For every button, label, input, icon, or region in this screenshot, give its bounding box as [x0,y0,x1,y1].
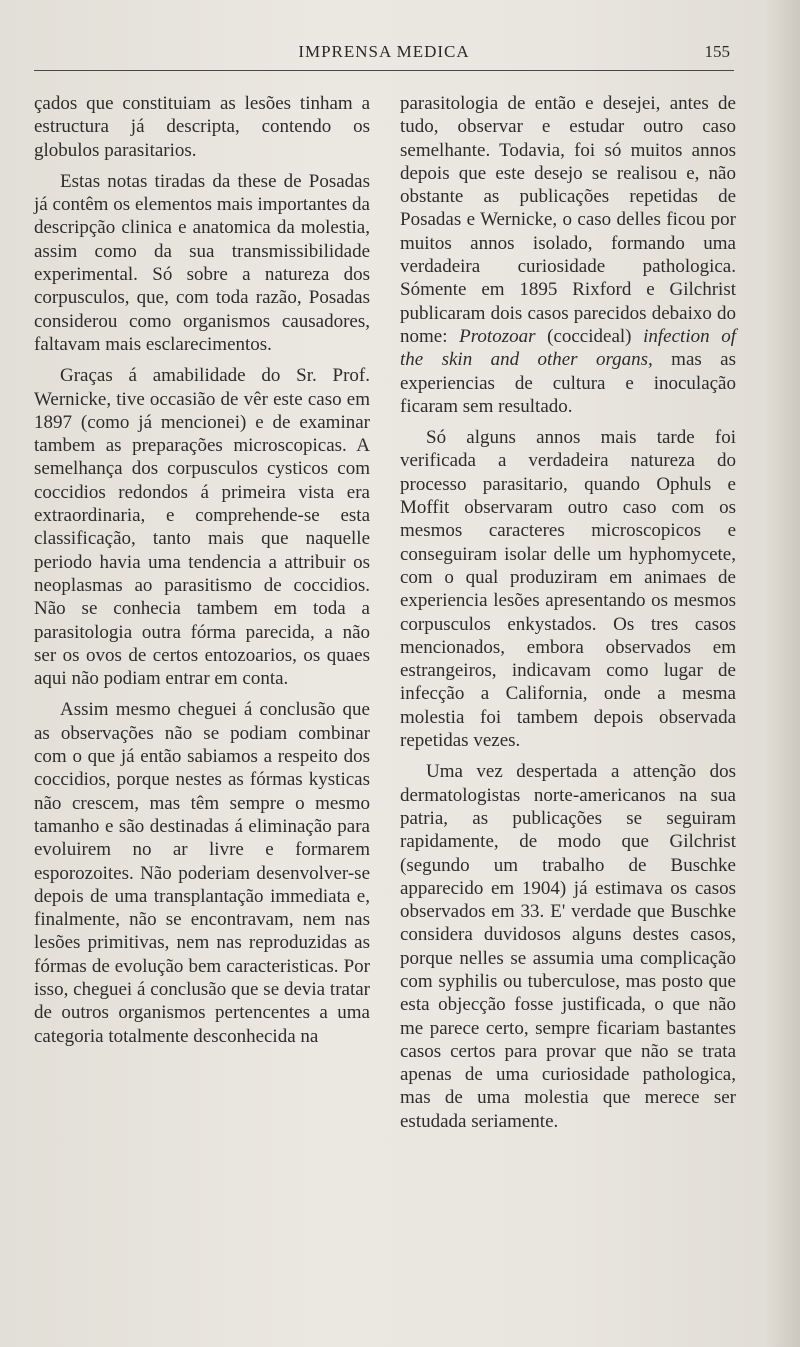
paragraph: Graças á amabilidade do Sr. Prof. Wernicke, tive occasião de vêr este caso em 1897 (como já mencionei) e de examinar tambem as preparações microscopicas. A semelhança dos corpusculos cysticos com coccidios redondos á primeira vista era extraordinaria, e comprehende-se esta classificação, tanto mais que naquelle periodo havia uma tendencia a attribuir os neoplasmas ao parasitismo de coccidios. Não se conhecia tambem em toda a parasitologia outra fórma parecida, a não ser os ovos de certos entozoarios, os quaes aqui não podiam entrar em conta. [34,365,370,690]
paragraph: Só alguns annos mais tarde foi verificada a verdadeira natureza do processo parasitario, quando Ophuls e Moffit observaram outro caso com os mesmos caracteres microscopicos e conseguiram isolar delle um hyphomycete, com o qual produziram em animaes de experiencia lesões apresentando os mesmos corpusculos enkystados. Os tres casos mencionados, embora observados em estrangeiros, indicavam como lugar de infecção a California, onde a mesma molestia foi tambem depois observada repetidas vezes. [400,427,736,752]
page-edge-shadow [766,0,800,1347]
page-header [34,42,734,71]
paragraph: Assim mesmo cheguei á conclusão que as observações não se podiam combinar com o que já então sabiamos a respeito dos coccidios, porque nestes as fórmas kysticas não crescem, mas têm sempre o mesmo tamanho e são destinadas á eliminação para evoluirem no ar livre e formarem esporozoites. Não poderiam desenvolver-se depois de uma transplantação immediata e, finalmente, não se encontravam, nem nas lesões primitivas, nem nas reproduzidas as fórmas de evolução bem caracteristicas. Por isso, cheguei á conclusão que se devia tratar de outros organismos pertencentes a uma categoria totalmente desconhecida na [34,699,370,1047]
left-column [34,92,370,1048]
journal-title: IMPRENSA MEDICA [298,42,470,61]
italic-term: Protozoar [459,325,536,347]
paragraph: Estas notas tiradas da these de Posadas já contêm os elementos mais importantes da descripção clinica e anatomica da molestia, assim como da sua transmissibilidade experimental. Só sobre a natureza dos corpusculos, que, com toda razão, Posadas considerou como organismos causadores, faltavam mais esclarecimentos. [34,170,370,355]
right-column [400,92,736,1133]
paragraph-text: (coccideal) [535,325,644,347]
paragraph-text: parasitologia de então e desejei, antes de tudo, observar e estudar outro caso semelhante. Todavia, foi só muitos annos depois que este desejo se realisou e, não obstante as publicações repetidas de Posadas e Wernicke, o caso delles ficou por muitos annos isolado, formando uma verdadeira curiosidade pathologica. Sómente em 1895 Rixford e Gilchrist publicaram dois casos parecidos debaixo do nome: [400,93,736,347]
paragraph-text: mas as experiencias de cultura e inoculação ficaram sem resultado. [400,349,736,417]
paragraph: çados que constituiam as lesões tinham a estructura já descripta, contendo os globulos parasitarios. [34,93,370,161]
italic-title: infection of the skin and other organs, [400,325,737,371]
paragraph: Uma vez despertada a attenção dos dermatologistas norte-americanos na sua patria, as publicações se seguiram rapidamente, de modo que Gilchrist (segundo um trabalho de Buschke apparecido em 1904) já estimava os casos observados em 33. E' verdade que Buschke considera duvidosos alguns destes casos, porque nelles se assumia uma complicação com syphilis ou tuberculose, mas posto que esta objecção fosse justificada, o que não me parece certo, sempre ficariam bastantes casos certos para provar que não se trata apenas de uma curiosidade pathologica, mas de uma molestia que merece ser estudada seriamente. [400,761,736,1132]
paragraph [400,92,736,418]
page-number: 155 [704,42,730,61]
